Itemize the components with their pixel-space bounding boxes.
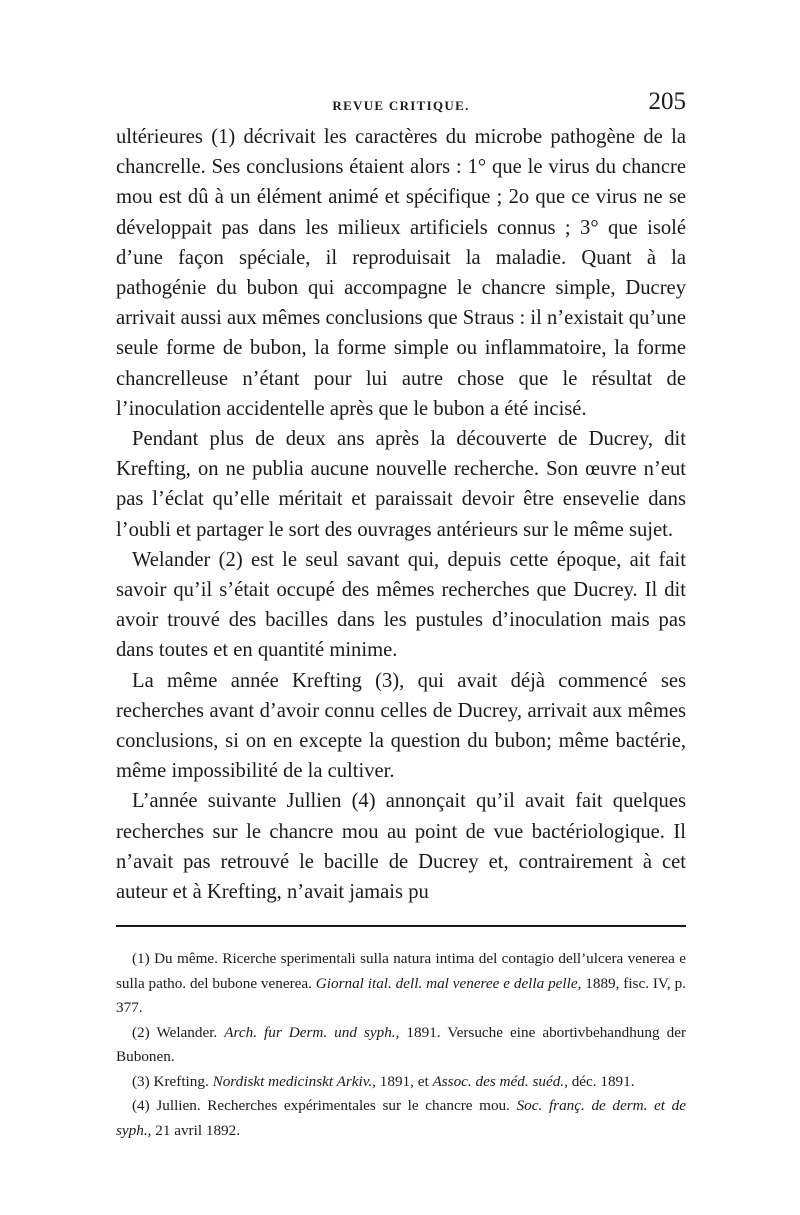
book-page [116, 88, 686, 1143]
footnote [116, 1094, 686, 1143]
footnote-text: 1891. Versuche eine abortivbehandhung der Bubonen. [116, 1023, 687, 1066]
footnotes [116, 947, 686, 1143]
page-number: 205 [648, 88, 686, 115]
paragraph: Welander (2) est le seul savant qui, depuis cette époque, ait fait savoir qu’il s’était occupé des mêmes recherches que Ducrey. Il dit avoir trouvé des bacilles dans les pustules d’inoculation mais pas dans toutes et en quantité minime. [116, 548, 686, 662]
footnote [116, 947, 686, 1021]
footnote-text: (2) Welander. [132, 1023, 225, 1041]
footnote-text: déc. 1891. [567, 1072, 635, 1090]
footnote-journal: Giornal ital. dell. mal veneree e della pelle, [315, 974, 582, 992]
footnote-text: 1889, fisc. IV, p. 377. [116, 974, 686, 1017]
paragraph: Pendant plus de deux ans après la découverte de Ducrey, dit Krefting, on ne publia aucune nouvelle recherche. Son œuvre n’eut pas l’éclat qu’elle méritait et paraissait devoir être ensevelie dans l’oubli et partager le sort des ouvrages antérieurs sur le même sujet. [116, 428, 686, 541]
footnote-journal: Arch. fur Derm. und syph., [224, 1023, 400, 1041]
footnote [116, 1070, 686, 1095]
footnote-text: 21 avril 1892. [151, 1121, 241, 1139]
footnote-text: 1891, et [375, 1072, 433, 1090]
footnote-separator [116, 925, 686, 927]
footnote-text: (1) Du même. Ricerche sperimentali sulla natura intima del contagio dell’ulcera venerea e sulla patho. del bubone venerea. [116, 950, 686, 992]
paragraph: La même année Krefting (3), qui avait déjà commencé ses recherches avant d’avoir connu celles de Ducrey, arrivait aux mêmes conclusions, si on en excepte la question du bubon; même bactérie, même impossibilité de la cultiver. [116, 669, 686, 783]
running-title: REVUE CRITIQUE. [332, 98, 470, 113]
footnote-journal: Soc. franç. de derm. et de syph., [116, 1097, 686, 1139]
footnote [116, 1021, 686, 1070]
page-header [116, 88, 686, 122]
main-text [116, 122, 686, 907]
footnote-journal: Nordiskt medicinskt Arkiv., [212, 1072, 376, 1090]
footnote-text: (3) Krefting. [132, 1072, 213, 1090]
footnote-journal: Assoc. des méd. suéd., [432, 1072, 568, 1090]
paragraph: ultérieures (1) décrivait les caractères du microbe pathogène de la chancrelle. Ses conclusions étaient alors : 1° que le virus du chancre mou est dû à un élément animé et spécifique ; 2o que ce virus ne se développait pas dans les milieux artificiels connus ; 3° que isolé d’une façon spéciale, il reproduisait la maladie. Quant à la pathogénie du bubon qui accompagne le chancre simple, Ducrey arrivait aussi aux mêmes conclusions que Straus : il n’existait qu’une seule forme de bubon, la forme simple ou inflammatoire, la forme chancrelleuse n’étant pour lui autre chose que le résultat de l’inoculation accidentelle après que le bubon a été incisé. [116, 126, 686, 420]
footnote-text: (4) Jullien. Recherches expérimentales sur le chancre mou. [132, 1097, 517, 1115]
paragraph: L’année suivante Jullien (4) annonçait qu’il avait fait quelques recherches sur le chancre mou au point de vue bactériologique. Il n’avait pas retrouvé le bacille de Ducrey et, contrairement à cet auteur et à Krefting, n’avait jamais pu [116, 790, 686, 904]
